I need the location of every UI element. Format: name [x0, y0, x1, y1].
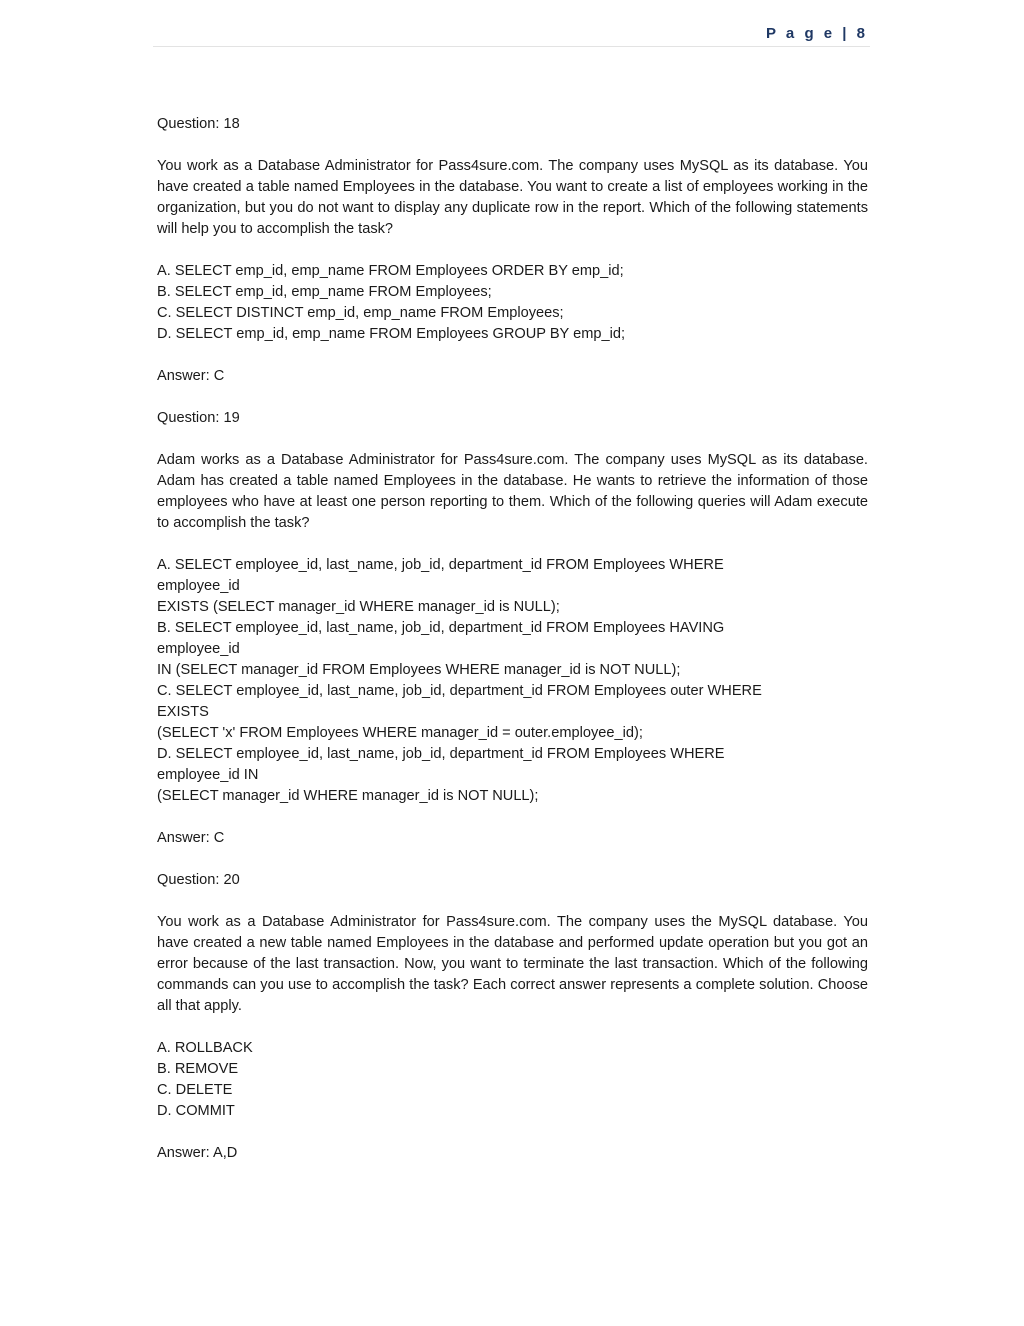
document-body	[157, 114, 868, 1164]
question-20-option-c: C. DELETE	[157, 1082, 233, 1098]
question-20-text: You work as a Database Administrator for Pass4sure.com. The company uses the MySQL database. You have created a new table named Employees in the database and performed update operation but you got an error because of the last transaction. Now, you want to terminate the last transaction. Which of the following commands can you use to accomplish the task? Each correct answer represents a complete solution. Choose all that apply.	[157, 914, 868, 1014]
question-19-option-line: (SELECT 'x' FROM Employees WHERE manager_id = outer.employee_id);	[157, 725, 643, 741]
question-20-option-b: B. REMOVE	[157, 1061, 239, 1077]
question-19-option-line: A. SELECT employee_id, last_name, job_id, department_id FROM Employees WHERE	[157, 557, 724, 573]
question-19-option-line: B. SELECT employee_id, last_name, job_id, department_id FROM Employees HAVING	[157, 620, 725, 636]
question-19-answer: Answer: C	[157, 830, 225, 846]
question-18-option-b: B. SELECT emp_id, emp_name FROM Employees;	[157, 284, 492, 300]
question-19-option-line: C. SELECT employee_id, last_name, job_id, department_id FROM Employees outer WHERE	[157, 683, 762, 699]
question-20-answer: Answer: A,D	[157, 1145, 238, 1161]
question-18-answer: Answer: C	[157, 368, 225, 384]
page-number: P a g e | 8	[766, 25, 868, 42]
question-18-text: You work as a Database Administrator for Pass4sure.com. The company uses MySQL as its database. You have created a table named Employees in the database. You want to create a list of employees working in the organization, but you do not want to display any duplicate row in the report. Which of the following statements will help you to accomplish the task?	[157, 158, 868, 237]
question-19-option-line: employee_id IN	[157, 767, 259, 783]
question-20-option-a: A. ROLLBACK	[157, 1040, 253, 1056]
question-19-option-line: employee_id	[157, 641, 240, 657]
question-19-option-line: employee_id	[157, 578, 240, 594]
question-19-option-line: EXISTS (SELECT manager_id WHERE manager_id is NULL);	[157, 599, 560, 615]
question-19-text: Adam works as a Database Administrator for Pass4sure.com. The company uses MySQL as its database. Adam has created a table named Employees in the database. He wants to retrieve the information of those employees who have at least one person reporting to them. Which of the following queries will Adam execute to accomplish the task?	[157, 452, 868, 531]
question-18-title: Question: 18	[157, 116, 240, 132]
question-20-option-d: D. COMMIT	[157, 1103, 235, 1119]
question-20-title: Question: 20	[157, 872, 240, 888]
question-19-option-line: D. SELECT employee_id, last_name, job_id, department_id FROM Employees WHERE	[157, 746, 725, 762]
question-19-option-line: IN (SELECT manager_id FROM Employees WHERE manager_id is NOT NULL);	[157, 662, 681, 678]
question-18-option-d: D. SELECT emp_id, emp_name FROM Employees GROUP BY emp_id;	[157, 326, 625, 342]
question-18-option-a: A. SELECT emp_id, emp_name FROM Employees ORDER BY emp_id;	[157, 263, 624, 279]
question-19-title: Question: 19	[157, 410, 240, 426]
question-18-option-c: C. SELECT DISTINCT emp_id, emp_name FROM Employees;	[157, 305, 564, 321]
question-19-option-line: EXISTS	[157, 704, 209, 720]
question-19-option-line: (SELECT manager_id WHERE manager_id is NOT NULL);	[157, 788, 539, 804]
page-header	[153, 22, 870, 47]
